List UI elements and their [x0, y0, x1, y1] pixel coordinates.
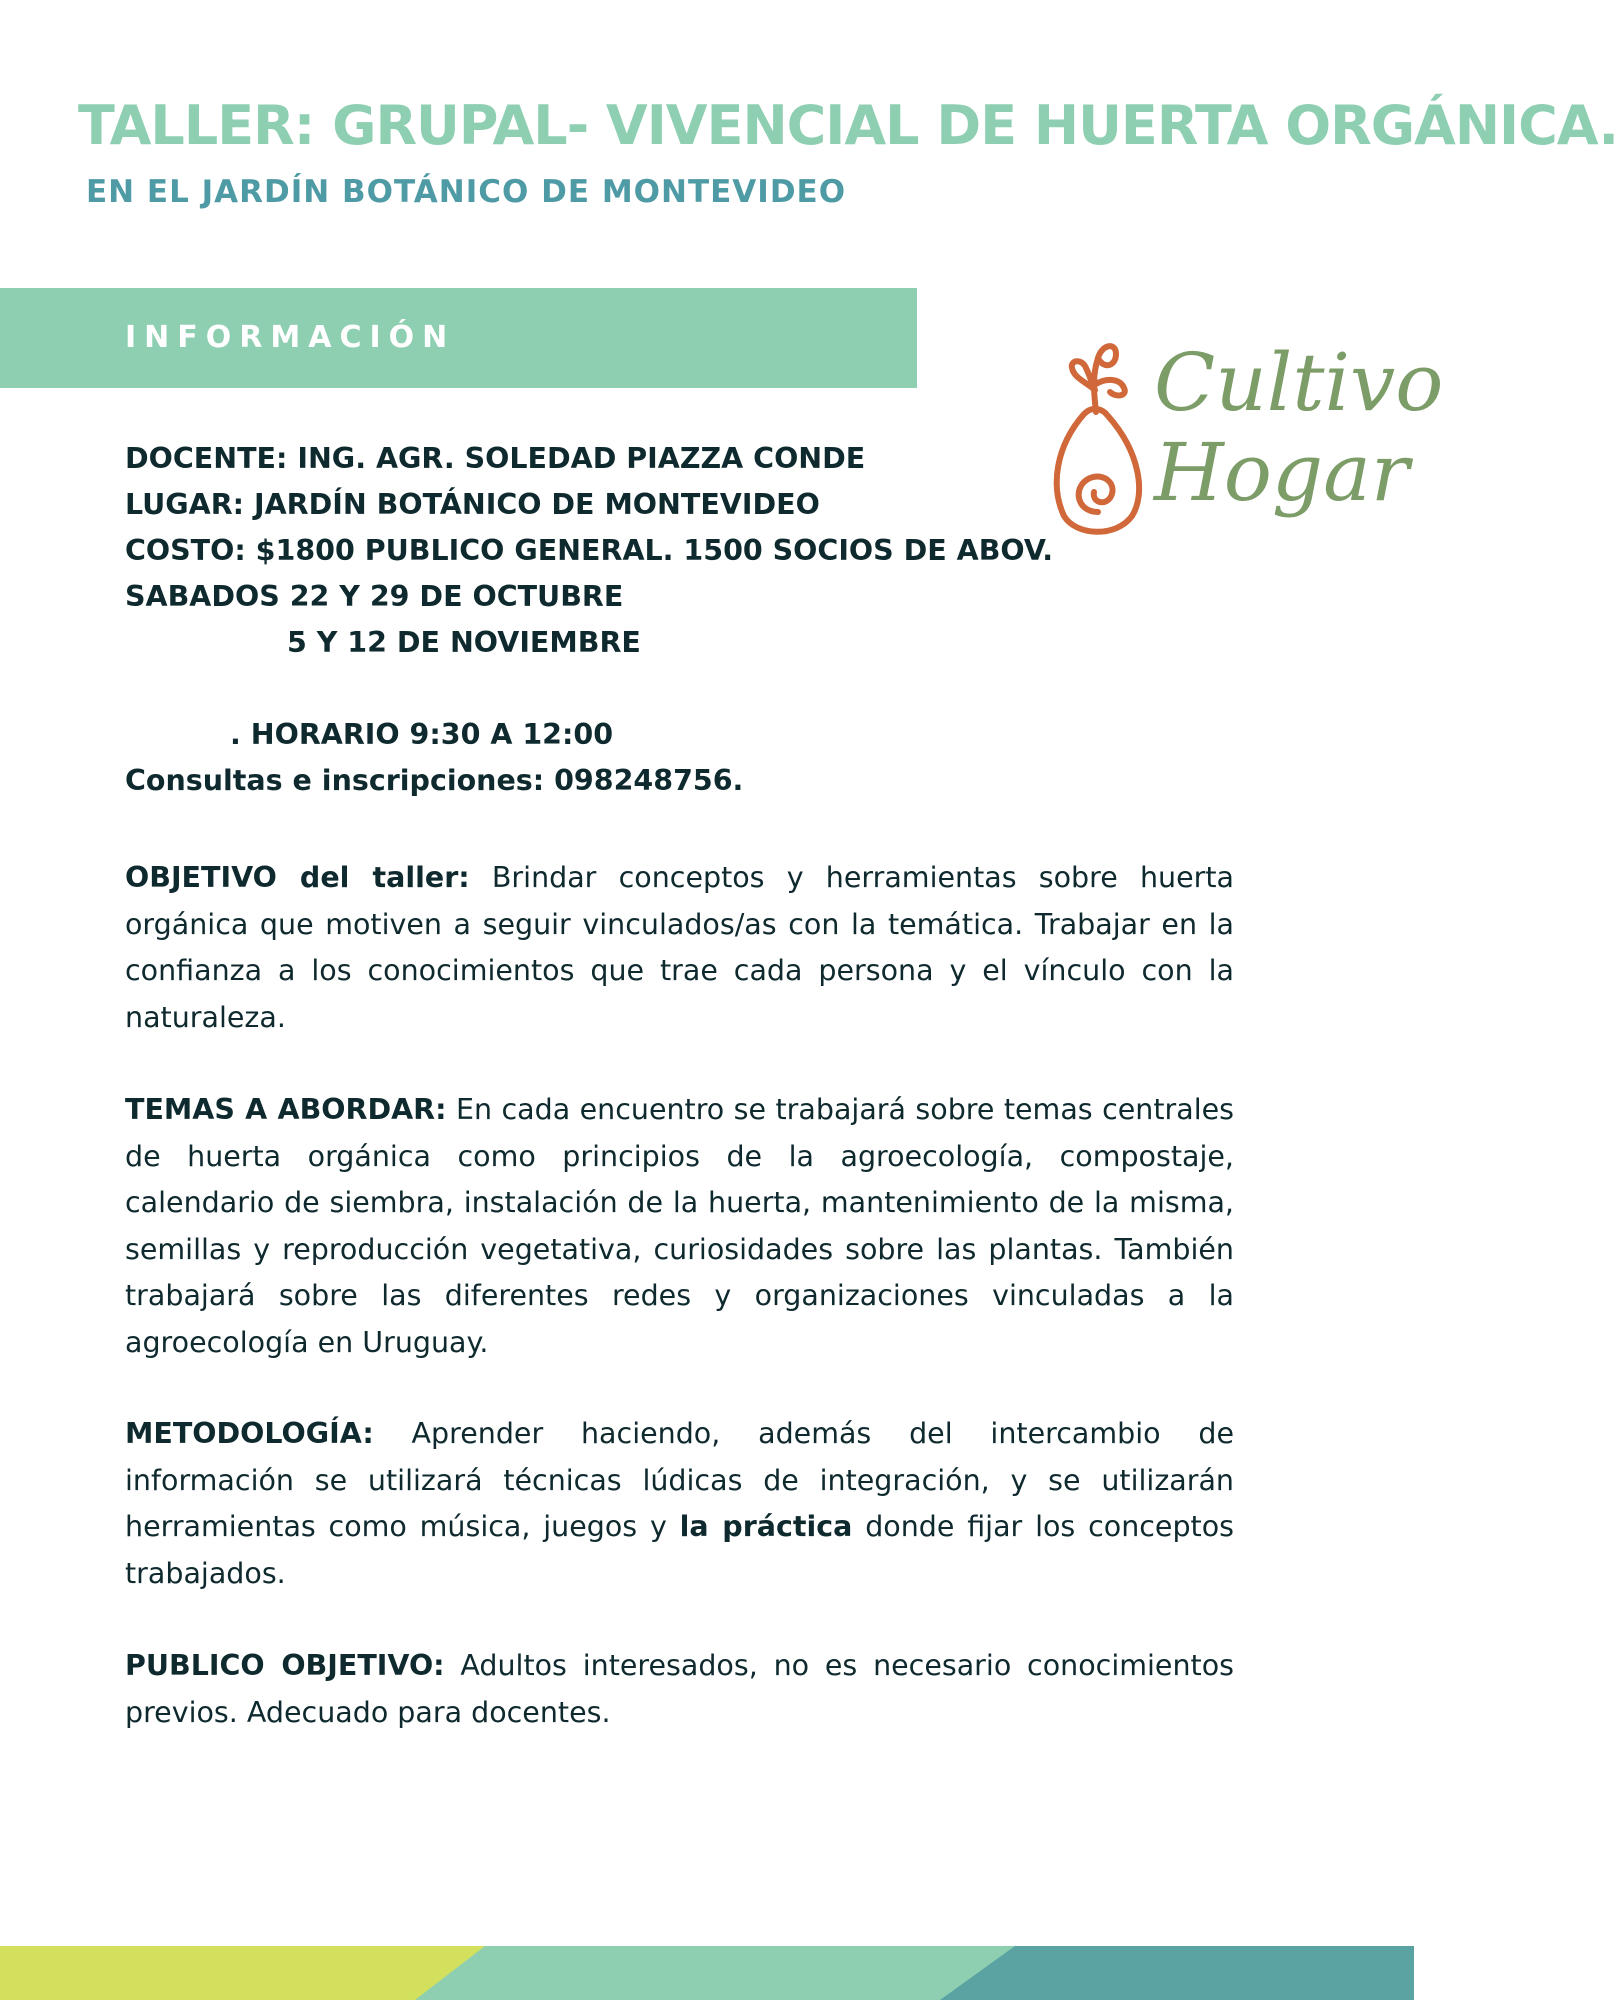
banner-label: INFORMACIÓN: [125, 320, 456, 355]
footer-teal-band: [940, 1946, 1414, 2000]
info-banner: [0, 288, 917, 388]
metodologia-bold: la práctica: [679, 1510, 853, 1543]
logo-word-cultivo: Cultivo: [1154, 336, 1444, 429]
spacer: [125, 666, 1055, 712]
sprout-spiral-icon: [1046, 336, 1156, 536]
section-objetivo: [125, 855, 1234, 1041]
objetivo-text: Brindar conceptos y herramientas sobre huerta orgánica que motiven a seguir vinculados/as con la temática. Trabajar en la confianza a los conocimientos que trae cada persona y el vínculo con la naturaleza.: [125, 861, 1234, 1034]
logo-word-hogar: Hogar: [1154, 426, 1410, 519]
cultivo-hogar-logo: [1046, 336, 1444, 562]
info-lugar: LUGAR: JARDÍN BOTÁNICO DE MONTEVIDEO: [125, 488, 820, 521]
info-noviembre: 5 Y 12 DE NOVIEMBRE: [287, 626, 641, 659]
temas-label: TEMAS A ABORDAR:: [125, 1093, 447, 1126]
section-temas: [125, 1087, 1234, 1366]
info-docente: DOCENTE: ING. AGR. SOLEDAD PIAZZA CONDE: [125, 442, 866, 475]
info-costo: COSTO: $1800 PUBLICO GENERAL. 1500 SOCIOS DE ABOV.: [125, 534, 1054, 567]
metodologia-label: METODOLOGÍA:: [125, 1417, 374, 1450]
section-metodologia: [125, 1411, 1234, 1597]
section-publico: [125, 1643, 1234, 1736]
info-block: [125, 436, 1055, 804]
objetivo-label: OBJETIVO del taller:: [125, 861, 470, 894]
info-sabados: SABADOS 22 Y 29 DE OCTUBRE: [125, 580, 624, 613]
info-consultas: Consultas e inscripciones: 098248756.: [125, 764, 744, 797]
temas-text: En cada encuentro se trabajará sobre temas centrales de huerta orgánica como principios de la agroecología, compostaje, calendario de siembra, instalación de la huerta, mantenimiento de la misma, semillas y reproducción vegetativa, curiosidades sobre las plantas. También trabajará sobre las diferentes redes y organizaciones vinculadas a la agroecología en Uruguay.: [125, 1093, 1235, 1359]
footer-color-band: [0, 1946, 1414, 2000]
info-horario: . HORARIO 9:30 A 12:00: [230, 718, 614, 751]
page-subtitle: EN EL JARDÍN BOTÁNICO DE MONTEVIDEO: [86, 174, 847, 210]
publico-label: PUBLICO OBJETIVO:: [125, 1649, 445, 1682]
publico-text: Adultos interesados, no es necesario conocimientos previos. Adecuado para docentes.: [125, 1649, 1234, 1729]
metodologia-text-b: donde fijar los conceptos trabajados.: [125, 1510, 1235, 1590]
page-title: TALLER: GRUPAL- VIVENCIAL DE HUERTA ORGÁNICA.: [78, 94, 1618, 157]
metodologia-text-a: Aprender haciendo, además del intercambio de información se utilizará técnicas lúdicas de integración, y se utilizarán herramientas como música, juegos y: [125, 1417, 1234, 1543]
